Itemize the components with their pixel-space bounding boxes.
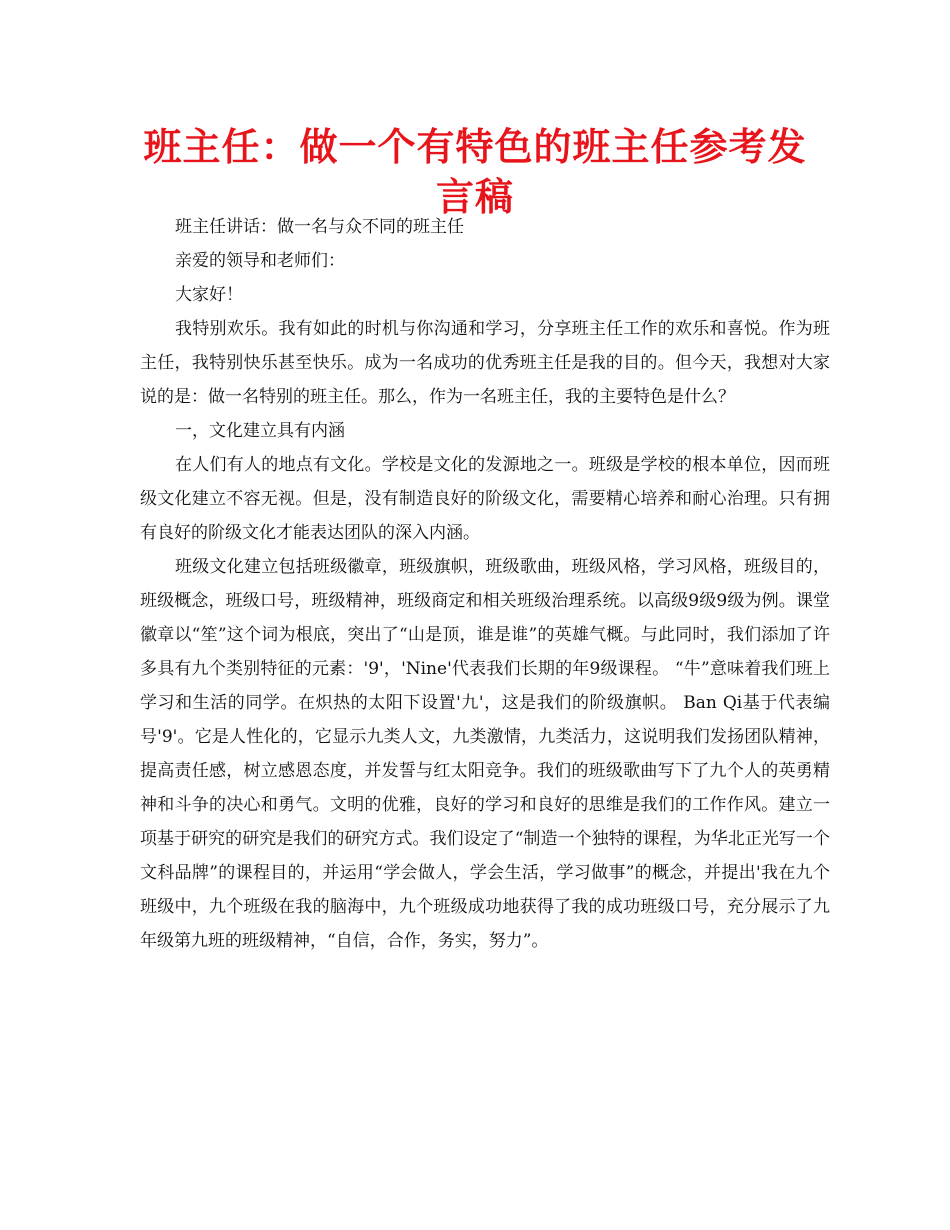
document-title: 班主任：做一个有特色的班主任参考发言稿 bbox=[143, 125, 807, 219]
section-heading: 一，文化建立具有内涵 bbox=[175, 421, 345, 441]
paragraph-class-culture: 班级文化建立包括班级徽章，班级旗帜，班级歌曲，班级风格，学习风格，班级目的，班级概念，班级口号，班级精神，班级商定和相关班级治理系统。以高级9级9级为例。课堂徽章以“笙”这个词为根底，突出了“山是顶，谁是谁”的英雄气概。与此同时，我们添加了许多具有九个类别特征的元素：'9'，'Nine'代表我们长期的年9级课程。 “牛”意味着我们班上学习和生活的同学。在炽热的太阳下设置'九'，这是我们的阶级旗帜。 Ban Qi基于代表编号'9'。它是人性化的，它显示九类人文，九类激情，九类活力，这说明我们发扬团队精神，提高责任感，树立感恩态度，并发誓与红太阳竞争。我们的班级歌曲写下了九个人的英勇精神和斗争的决心和勇气。文明的优雅，良好的学习和良好的思维是我们的工作作风。建立一项基于研究的研究是我们的研究方式。我们设定了“制造一个独特的课程，为华北正光写一个文科品牌”的课程目的，并运用“学会做人，学会生活，学习做事”的概念，并提出'我在九个班级中，九个班级在我的脑海中，九个班级成功地获得了我的成功班级口号，充分展示了九年级第九班的班级精神，“自信，合作，务实，努力”。 bbox=[140, 557, 830, 951]
salutation: 亲爱的领导和老师们： bbox=[175, 251, 345, 271]
subtitle-line: 班主任讲话：做一名与众不同的班主任 bbox=[175, 217, 464, 237]
paragraph-culture: 在人们有人的地点有文化。学校是文化的发源地之一。班级是学校的根本单位，因而班级文化建立不容无视。但是，没有制造良好的阶级文化，需要精心培养和耐心治理。只有拥有良好的阶级文化才能表达团队的深入内涵。 bbox=[140, 455, 830, 543]
paragraph-intro: 我特别欢乐。我有如此的时机与你沟通和学习，分享班主任工作的欢乐和喜悦。作为班主任，我特别快乐甚至快乐。成为一名成功的优秀班主任是我的目的。但今天，我想对大家说的是：做一名特别的班主任。那么，作为一名班主任，我的主要特色是什么？ bbox=[140, 319, 830, 407]
document-body bbox=[140, 210, 830, 958]
greeting: 大家好！ bbox=[175, 285, 243, 305]
